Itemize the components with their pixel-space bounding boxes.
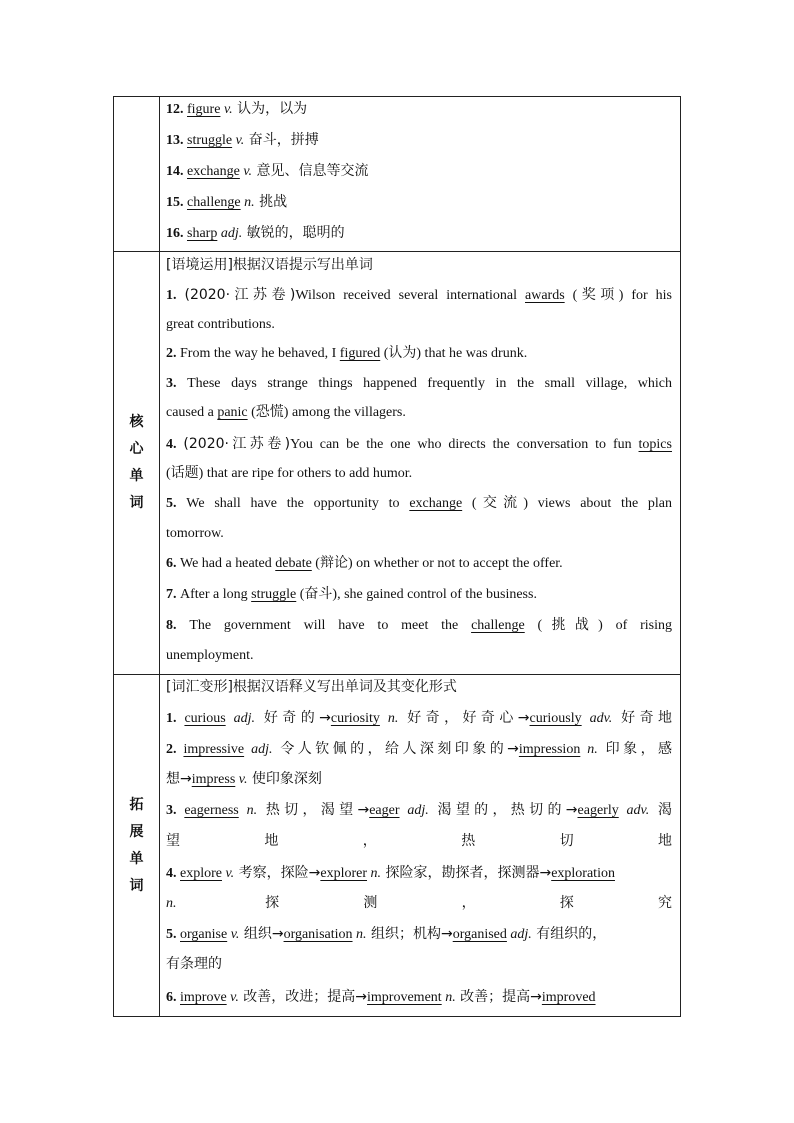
exercise-line xyxy=(166,708,672,728)
text-segment xyxy=(226,711,234,726)
text-segment: 印象，感 xyxy=(597,741,672,757)
text-segment: 改善；提高→ xyxy=(455,989,542,1005)
part-of-speech: n. xyxy=(166,896,177,911)
part-of-speech: v. xyxy=(230,927,240,942)
text-segment: 意见、信息等交流 xyxy=(252,163,369,179)
item-number: 6. xyxy=(166,556,180,571)
text-segment: We had a heated xyxy=(180,556,276,571)
part-of-speech: v. xyxy=(223,102,233,117)
text-segment: (认为) that he was drunk. xyxy=(380,346,528,361)
vocab-item xyxy=(166,223,672,243)
text-segment: 令人钦佩的，给人深刻印象的→ xyxy=(272,741,519,757)
answer-word: challenge xyxy=(187,195,241,210)
exercise-line xyxy=(166,954,672,974)
answer-word: struggle xyxy=(251,587,297,602)
answer-word: impression xyxy=(518,742,581,757)
section-label-cell xyxy=(114,97,160,251)
answer-word: panic xyxy=(217,405,248,420)
exercise-line xyxy=(166,434,672,454)
answer-word: improvement xyxy=(367,990,442,1005)
section-label: 拓展单词 xyxy=(129,796,144,894)
answer-word: sharp xyxy=(187,226,218,241)
text-segment: (交流) views about the plan xyxy=(462,496,672,511)
item-number: 16. xyxy=(166,226,187,241)
text-segment: (奖项) for his xyxy=(564,288,672,303)
exercise-line xyxy=(166,924,672,944)
answer-word: organise xyxy=(180,927,228,942)
part-of-speech: n. xyxy=(587,742,598,757)
item-number: 4. xyxy=(166,866,180,881)
text-segment: 探险家，勘探者，探测器→ xyxy=(381,865,552,881)
text-segment: (辩论) on whether or not to accept the offer. xyxy=(311,556,563,571)
answer-word: topics xyxy=(638,437,672,452)
text-segment xyxy=(582,711,590,726)
answer-word: curious xyxy=(184,711,226,726)
answer-word: exchange xyxy=(409,496,463,511)
exercise-line xyxy=(166,285,672,305)
answer-word: improved xyxy=(541,990,596,1005)
text-segment: 望地，热切地 xyxy=(166,833,672,849)
text-segment: The government will have to meet the xyxy=(189,618,472,633)
exercise-line xyxy=(166,739,672,759)
text-segment: unemployment. xyxy=(166,648,254,663)
text-segment: 组织；机构→ xyxy=(366,926,453,942)
text-segment: caused a xyxy=(166,405,218,420)
text-segment: You can be the one who directs the conversation to fun xyxy=(290,437,639,452)
answer-word: figured xyxy=(339,346,381,361)
answer-word: impress xyxy=(191,772,236,787)
text-segment: Wilson received several international xyxy=(295,288,525,303)
part-of-speech: adj. xyxy=(407,803,429,818)
answer-word: curiously xyxy=(529,711,582,726)
text-segment: 敏锐的，聪明的 xyxy=(242,225,345,241)
exercise-line xyxy=(166,554,672,574)
text-segment: 好奇的→ xyxy=(254,710,331,726)
text-segment: These days strange things happened frequently in the small village, which xyxy=(187,376,672,391)
answer-word: awards xyxy=(525,288,565,303)
text-segment: 奋斗，拼搏 xyxy=(244,132,319,148)
section-row-continued xyxy=(114,97,680,251)
answer-word: struggle xyxy=(187,133,233,148)
text-segment xyxy=(239,803,247,818)
text-segment: 有条理的 xyxy=(166,956,222,972)
part-of-speech: adj. xyxy=(510,927,532,942)
exercise-line xyxy=(166,403,672,423)
item-number: 6. xyxy=(166,990,180,1005)
section-label: 核心单词 xyxy=(129,414,144,511)
part-of-speech: v. xyxy=(243,164,253,179)
answer-word: explorer xyxy=(320,866,368,881)
exercise-line xyxy=(166,800,672,820)
text-segment: (挑战) of rising xyxy=(524,618,672,633)
text-segment: (2020·江苏卷) xyxy=(184,287,296,303)
vocab-item xyxy=(166,161,672,181)
exercise-line xyxy=(166,616,672,636)
text-segment: 挑战 xyxy=(254,194,288,210)
text-segment: 认为，以为 xyxy=(232,101,308,117)
part-of-speech: n. xyxy=(244,195,255,210)
text-segment xyxy=(619,803,627,818)
answer-word: organisation xyxy=(283,927,353,942)
exercise-line xyxy=(166,893,672,913)
text-segment: 有组织的， xyxy=(531,926,607,942)
answer-word: eagerness xyxy=(184,803,239,818)
answer-word: exploration xyxy=(551,866,615,881)
item-number: 5. xyxy=(166,927,180,942)
answer-word: figure xyxy=(187,102,221,117)
text-segment: From the way he behaved, I xyxy=(180,346,340,361)
part-of-speech: v. xyxy=(238,772,248,787)
answer-word: impressive xyxy=(183,742,245,757)
part-of-speech: n. xyxy=(356,927,367,942)
section-heading xyxy=(166,677,672,697)
exercise-line xyxy=(166,374,672,394)
exercise-line xyxy=(166,769,672,789)
part-of-speech: n. xyxy=(246,803,258,818)
section-label-cell xyxy=(114,252,160,674)
answer-word: debate xyxy=(275,556,312,571)
vocabulary-table xyxy=(113,96,681,1017)
section-row-core-words xyxy=(114,251,680,674)
text-segment: (话题) that are ripe for others to add humor. xyxy=(166,466,413,481)
answer-word: eagerly xyxy=(577,803,619,818)
item-number: 8. xyxy=(166,618,190,633)
exercise-line xyxy=(166,987,672,1007)
exercise-line xyxy=(166,585,672,605)
item-number: 2. xyxy=(166,346,180,361)
item-number: 1. xyxy=(166,711,185,726)
text-segment: 渴望的，热切的→ xyxy=(428,802,578,818)
text-segment: (恐慌) among the villagers. xyxy=(247,405,406,420)
answer-word: eager xyxy=(369,803,400,818)
item-number: 3. xyxy=(166,803,185,818)
answer-word: improve xyxy=(180,990,227,1005)
part-of-speech: v. xyxy=(225,866,235,881)
item-number: 15. xyxy=(166,195,187,210)
item-number: 13. xyxy=(166,133,187,148)
part-of-speech: v. xyxy=(230,990,239,1005)
text-segment: 好奇地 xyxy=(612,710,672,726)
text-segment: 想→ xyxy=(166,771,192,787)
item-number: 14. xyxy=(166,164,187,179)
answer-word: exchange xyxy=(187,164,240,179)
section-label-cell xyxy=(114,675,160,1016)
item-number: 5. xyxy=(166,496,187,511)
exercise-line xyxy=(166,494,672,514)
text-segment: 好奇，好奇心→ xyxy=(398,710,530,726)
part-of-speech: n. xyxy=(387,711,399,726)
exercise-line xyxy=(166,344,672,364)
exercise-line xyxy=(166,863,672,883)
part-of-speech: adv. xyxy=(589,711,613,726)
text-segment: 探测，探究 xyxy=(176,895,672,911)
text-segment: 使印象深刻 xyxy=(247,771,322,787)
exercise-line xyxy=(166,315,672,335)
vocab-item xyxy=(166,192,672,212)
part-of-speech: n. xyxy=(445,990,456,1005)
text-segment: [语境运用]根据汉语提示写出单词 xyxy=(166,257,373,273)
item-number: 4. xyxy=(166,437,184,452)
vocab-item xyxy=(166,130,672,150)
text-segment: 考察，探险→ xyxy=(234,865,321,881)
item-number: 3. xyxy=(166,376,188,391)
exercise-line xyxy=(166,464,672,484)
answer-word: explore xyxy=(180,866,222,881)
text-segment: 改善，改进；提高→ xyxy=(238,989,368,1005)
text-segment: (奋斗), she gained control of the business. xyxy=(296,587,537,602)
item-number: 1. xyxy=(166,288,185,303)
section-heading xyxy=(166,255,672,275)
text-segment: tomorrow. xyxy=(166,526,224,541)
text-segment: 热切，渴望→ xyxy=(257,802,370,818)
item-number: 12. xyxy=(166,102,187,117)
text-segment: (2020·江苏卷) xyxy=(183,436,291,452)
text-segment: 渴 xyxy=(649,802,672,818)
text-segment: 组织→ xyxy=(239,926,284,942)
part-of-speech: n. xyxy=(370,866,382,881)
text-segment: great contributions. xyxy=(166,317,275,332)
text-segment: [词汇变形]根据汉语释义写出单词及其变化形式 xyxy=(166,679,457,695)
item-number: 7. xyxy=(166,587,180,602)
part-of-speech: v. xyxy=(235,133,245,148)
text-segment: After a long xyxy=(180,587,252,602)
part-of-speech: adv. xyxy=(626,803,650,818)
exercise-line xyxy=(166,524,672,544)
exercise-line xyxy=(166,646,672,666)
part-of-speech: adj. xyxy=(251,742,273,757)
item-number: 2. xyxy=(166,742,184,757)
section-row-extended-words xyxy=(114,674,680,1016)
vocab-item xyxy=(166,99,672,119)
answer-word: organised xyxy=(452,927,507,942)
exercise-line xyxy=(166,831,672,851)
text-segment xyxy=(380,711,388,726)
answer-word: challenge xyxy=(471,618,525,633)
text-segment: We shall have the opportunity to xyxy=(186,496,410,511)
part-of-speech: adj. xyxy=(220,226,243,241)
answer-word: curiosity xyxy=(330,711,380,726)
part-of-speech: adj. xyxy=(233,711,255,726)
